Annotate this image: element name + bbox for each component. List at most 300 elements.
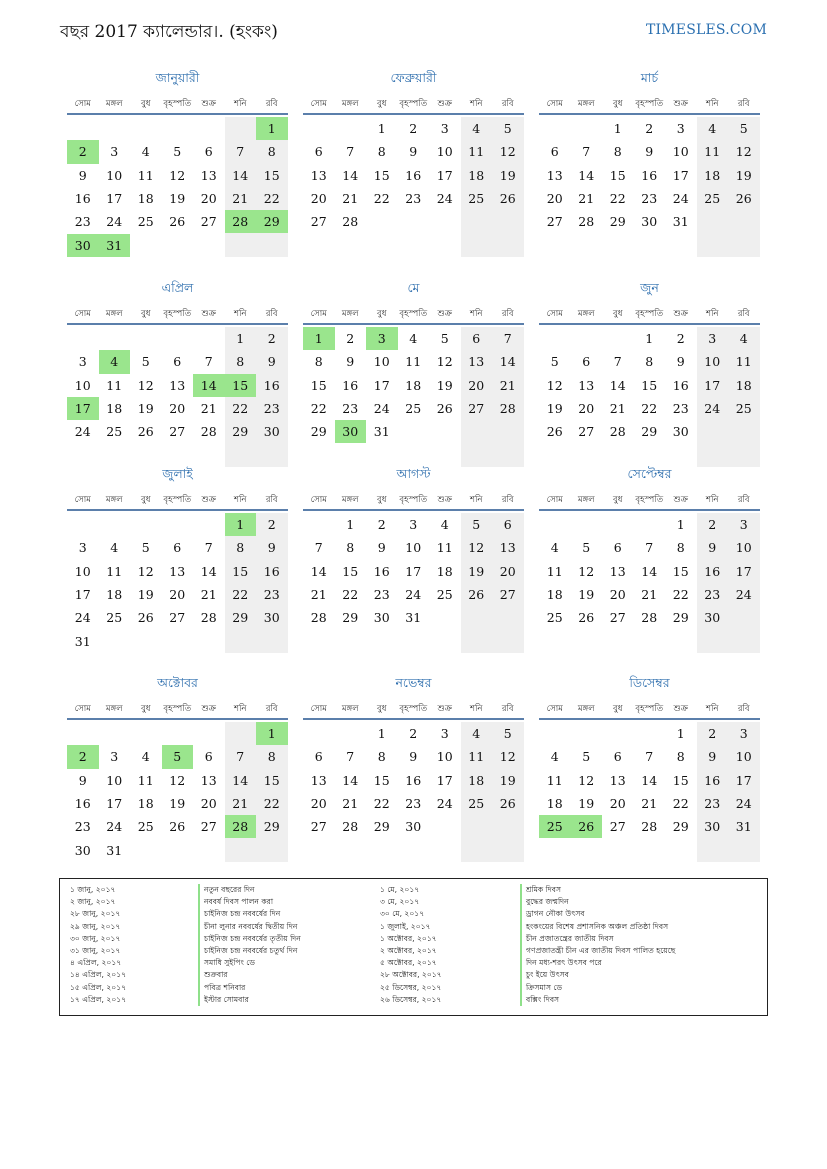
day-cell[interactable]: 20 <box>310 795 327 811</box>
day-cell[interactable]: 1 <box>645 331 654 346</box>
day-cell[interactable]: 1 <box>676 726 685 741</box>
day-cell[interactable]: 16 <box>263 563 280 579</box>
day-cell[interactable]: 25 <box>137 819 154 835</box>
day-cell[interactable]: 10 <box>735 749 752 765</box>
day-cell[interactable]: 14 <box>641 563 658 579</box>
day-cell[interactable]: 12 <box>169 167 186 183</box>
day-cell[interactable]: 1 <box>613 121 622 136</box>
day-cell[interactable]: 25 <box>468 190 485 206</box>
day-cell[interactable]: 21 <box>310 586 327 602</box>
day-cell[interactable]: 7 <box>503 331 512 346</box>
day-cell[interactable]: 29 <box>256 210 288 233</box>
day-cell[interactable]: 31 <box>373 424 390 440</box>
day-cell[interactable]: 9 <box>409 749 418 765</box>
day-cell[interactable]: 1 <box>676 517 685 532</box>
day-cell[interactable]: 23 <box>74 819 91 835</box>
day-cell[interactable]: 31 <box>735 819 752 835</box>
day-cell[interactable]: 26 <box>499 190 516 206</box>
day-cell[interactable]: 11 <box>436 540 453 556</box>
day-cell[interactable]: 31 <box>405 610 422 626</box>
day-cell[interactable]: 7 <box>204 354 213 370</box>
day-cell[interactable]: 17 <box>704 377 721 393</box>
day-cell[interactable]: 11 <box>546 563 563 579</box>
brand-link[interactable]: TIMESLES.COM <box>646 22 767 38</box>
day-cell[interactable]: 11 <box>106 377 123 393</box>
day-cell[interactable]: 24 <box>74 610 91 626</box>
day-cell[interactable]: 12 <box>499 749 516 765</box>
day-cell[interactable]: 16 <box>672 377 689 393</box>
day-cell[interactable]: 19 <box>735 167 752 183</box>
day-cell[interactable]: 4 <box>739 331 748 346</box>
day-cell[interactable]: 18 <box>546 586 563 602</box>
day-cell[interactable]: 21 <box>641 586 658 602</box>
day-cell[interactable]: 29 <box>342 610 359 626</box>
day-cell[interactable]: 17 <box>436 167 453 183</box>
day-cell[interactable]: 14 <box>578 167 595 183</box>
day-cell[interactable]: 6 <box>314 749 323 765</box>
day-cell[interactable]: 5 <box>582 540 591 556</box>
day-cell[interactable]: 26 <box>546 424 563 440</box>
day-cell[interactable]: 12 <box>499 144 516 160</box>
day-cell[interactable]: 25 <box>106 424 123 440</box>
day-cell[interactable]: 19 <box>169 190 186 206</box>
day-cell[interactable]: 23 <box>641 190 658 206</box>
day-cell[interactable]: 3 <box>708 331 717 346</box>
day-cell[interactable]: 22 <box>609 190 626 206</box>
day-cell[interactable]: 15 <box>641 377 658 393</box>
day-cell[interactable]: 20 <box>609 586 626 602</box>
day-cell[interactable]: 5 <box>550 354 559 370</box>
day-cell[interactable]: 25 <box>539 815 571 838</box>
day-cell[interactable]: 6 <box>582 354 591 370</box>
day-cell[interactable]: 13 <box>546 167 563 183</box>
day-cell[interactable]: 6 <box>472 331 481 346</box>
day-cell[interactable]: 30 <box>704 610 721 626</box>
day-cell[interactable]: 7 <box>204 540 213 556</box>
day-cell[interactable]: 23 <box>704 586 721 602</box>
day-cell[interactable]: 8 <box>645 354 654 370</box>
day-cell[interactable]: 14 <box>342 772 359 788</box>
day-cell[interactable]: 12 <box>137 563 154 579</box>
day-cell[interactable]: 27 <box>609 819 626 835</box>
day-cell[interactable]: 19 <box>499 167 516 183</box>
day-cell[interactable]: 26 <box>169 214 186 230</box>
day-cell[interactable]: 3 <box>366 327 398 350</box>
day-cell[interactable]: 30 <box>641 214 658 230</box>
day-cell[interactable]: 22 <box>641 400 658 416</box>
day-cell[interactable]: 25 <box>468 795 485 811</box>
day-cell[interactable]: 24 <box>704 400 721 416</box>
day-cell[interactable]: 2 <box>645 121 654 136</box>
day-cell[interactable]: 19 <box>468 563 485 579</box>
day-cell[interactable]: 16 <box>373 563 390 579</box>
day-cell[interactable]: 30 <box>263 610 280 626</box>
day-cell[interactable]: 18 <box>704 167 721 183</box>
day-cell[interactable]: 6 <box>314 144 323 160</box>
day-cell[interactable]: 21 <box>342 190 359 206</box>
day-cell[interactable]: 21 <box>232 795 249 811</box>
day-cell[interactable]: 10 <box>106 167 123 183</box>
day-cell[interactable]: 9 <box>267 540 276 556</box>
day-cell[interactable]: 14 <box>342 167 359 183</box>
day-cell[interactable]: 28 <box>200 424 217 440</box>
day-cell[interactable]: 20 <box>609 795 626 811</box>
day-cell[interactable]: 30 <box>263 424 280 440</box>
day-cell[interactable]: 8 <box>676 749 685 765</box>
day-cell[interactable]: 16 <box>405 167 422 183</box>
day-cell[interactable]: 27 <box>169 610 186 626</box>
day-cell[interactable]: 2 <box>409 726 418 741</box>
day-cell[interactable]: 20 <box>169 586 186 602</box>
day-cell[interactable]: 21 <box>232 190 249 206</box>
day-cell[interactable]: 21 <box>641 795 658 811</box>
day-cell[interactable]: 26 <box>571 815 603 838</box>
day-cell[interactable]: 31 <box>74 633 91 649</box>
day-cell[interactable]: 23 <box>263 400 280 416</box>
day-cell[interactable]: 19 <box>436 377 453 393</box>
day-cell[interactable]: 28 <box>310 610 327 626</box>
day-cell[interactable]: 17 <box>106 190 123 206</box>
day-cell[interactable]: 16 <box>641 167 658 183</box>
day-cell[interactable]: 6 <box>173 354 182 370</box>
day-cell[interactable]: 16 <box>74 190 91 206</box>
day-cell[interactable]: 29 <box>672 819 689 835</box>
day-cell[interactable]: 8 <box>267 749 276 765</box>
day-cell[interactable]: 19 <box>137 586 154 602</box>
day-cell[interactable]: 15 <box>672 772 689 788</box>
day-cell[interactable]: 30 <box>405 819 422 835</box>
day-cell[interactable]: 15 <box>373 772 390 788</box>
day-cell[interactable]: 14 <box>310 563 327 579</box>
day-cell[interactable]: 9 <box>78 167 87 183</box>
day-cell[interactable]: 9 <box>409 144 418 160</box>
day-cell[interactable]: 22 <box>373 190 390 206</box>
day-cell[interactable]: 8 <box>267 144 276 160</box>
day-cell[interactable]: 12 <box>169 772 186 788</box>
day-cell[interactable]: 9 <box>708 540 717 556</box>
day-cell[interactable]: 24 <box>436 795 453 811</box>
day-cell[interactable]: 17 <box>405 563 422 579</box>
day-cell[interactable]: 9 <box>708 749 717 765</box>
day-cell[interactable]: 1 <box>225 513 257 536</box>
day-cell[interactable]: 11 <box>468 749 485 765</box>
day-cell[interactable]: 12 <box>578 563 595 579</box>
day-cell[interactable]: 16 <box>74 795 91 811</box>
day-cell[interactable]: 18 <box>405 377 422 393</box>
day-cell[interactable]: 7 <box>236 144 245 160</box>
day-cell[interactable]: 12 <box>578 772 595 788</box>
day-cell[interactable]: 12 <box>546 377 563 393</box>
day-cell[interactable]: 14 <box>609 377 626 393</box>
day-cell[interactable]: 28 <box>609 424 626 440</box>
day-cell[interactable]: 18 <box>137 795 154 811</box>
day-cell[interactable]: 29 <box>232 424 249 440</box>
day-cell[interactable]: 5 <box>141 540 150 556</box>
day-cell[interactable]: 3 <box>739 726 748 741</box>
day-cell[interactable]: 23 <box>342 400 359 416</box>
day-cell[interactable]: 9 <box>676 354 685 370</box>
day-cell[interactable]: 17 <box>106 795 123 811</box>
day-cell[interactable]: 5 <box>162 745 194 768</box>
day-cell[interactable]: 29 <box>373 819 390 835</box>
day-cell[interactable]: 19 <box>499 772 516 788</box>
day-cell[interactable]: 5 <box>141 354 150 370</box>
day-cell[interactable]: 21 <box>200 586 217 602</box>
day-cell[interactable]: 22 <box>263 795 280 811</box>
day-cell[interactable]: 1 <box>377 726 386 741</box>
day-cell[interactable]: 19 <box>546 400 563 416</box>
day-cell[interactable]: 20 <box>578 400 595 416</box>
day-cell[interactable]: 25 <box>436 586 453 602</box>
day-cell[interactable]: 26 <box>137 424 154 440</box>
day-cell[interactable]: 11 <box>137 772 154 788</box>
day-cell[interactable]: 17 <box>373 377 390 393</box>
day-cell[interactable]: 6 <box>550 144 559 160</box>
day-cell[interactable]: 16 <box>704 772 721 788</box>
day-cell[interactable]: 5 <box>739 121 748 136</box>
day-cell[interactable]: 8 <box>377 749 386 765</box>
day-cell[interactable]: 4 <box>110 540 119 556</box>
day-cell[interactable]: 18 <box>106 400 123 416</box>
day-cell[interactable]: 4 <box>550 540 559 556</box>
day-cell[interactable]: 17 <box>735 563 752 579</box>
day-cell[interactable]: 25 <box>704 190 721 206</box>
day-cell[interactable]: 28 <box>641 819 658 835</box>
day-cell[interactable]: 15 <box>263 167 280 183</box>
day-cell[interactable]: 23 <box>405 795 422 811</box>
day-cell[interactable]: 1 <box>256 722 288 745</box>
day-cell[interactable]: 17 <box>74 586 91 602</box>
day-cell[interactable]: 4 <box>550 749 559 765</box>
day-cell[interactable]: 20 <box>468 377 485 393</box>
day-cell[interactable]: 15 <box>609 167 626 183</box>
day-cell[interactable]: 30 <box>704 819 721 835</box>
day-cell[interactable]: 15 <box>225 374 257 397</box>
day-cell[interactable]: 28 <box>225 210 257 233</box>
day-cell[interactable]: 5 <box>472 517 481 532</box>
day-cell[interactable]: 10 <box>74 563 91 579</box>
day-cell[interactable]: 29 <box>263 819 280 835</box>
day-cell[interactable]: 3 <box>78 540 87 556</box>
day-cell[interactable]: 27 <box>578 424 595 440</box>
day-cell[interactable]: 22 <box>373 795 390 811</box>
day-cell[interactable]: 8 <box>613 144 622 160</box>
day-cell[interactable]: 28 <box>641 610 658 626</box>
day-cell[interactable]: 24 <box>373 400 390 416</box>
day-cell[interactable]: 12 <box>436 354 453 370</box>
day-cell[interactable]: 6 <box>204 749 213 765</box>
day-cell[interactable]: 21 <box>499 377 516 393</box>
day-cell[interactable]: 6 <box>173 540 182 556</box>
day-cell[interactable]: 15 <box>263 772 280 788</box>
day-cell[interactable]: 26 <box>436 400 453 416</box>
day-cell[interactable]: 10 <box>672 144 689 160</box>
day-cell[interactable]: 18 <box>137 190 154 206</box>
day-cell[interactable]: 7 <box>346 144 355 160</box>
day-cell[interactable]: 5 <box>582 749 591 765</box>
day-cell[interactable]: 8 <box>676 540 685 556</box>
day-cell[interactable]: 14 <box>499 354 516 370</box>
day-cell[interactable]: 11 <box>546 772 563 788</box>
day-cell[interactable]: 13 <box>609 772 626 788</box>
day-cell[interactable]: 23 <box>373 586 390 602</box>
day-cell[interactable]: 29 <box>641 424 658 440</box>
day-cell[interactable]: 25 <box>405 400 422 416</box>
day-cell[interactable]: 9 <box>377 540 386 556</box>
day-cell[interactable]: 23 <box>74 214 91 230</box>
day-cell[interactable]: 29 <box>672 610 689 626</box>
day-cell[interactable]: 26 <box>735 190 752 206</box>
day-cell[interactable]: 26 <box>137 610 154 626</box>
day-cell[interactable]: 20 <box>499 563 516 579</box>
day-cell[interactable]: 11 <box>704 144 721 160</box>
day-cell[interactable]: 10 <box>436 749 453 765</box>
day-cell[interactable]: 15 <box>672 563 689 579</box>
day-cell[interactable]: 20 <box>200 190 217 206</box>
day-cell[interactable]: 2 <box>67 745 99 768</box>
day-cell[interactable]: 10 <box>106 772 123 788</box>
day-cell[interactable]: 3 <box>110 749 119 765</box>
day-cell[interactable]: 4 <box>472 726 481 741</box>
day-cell[interactable]: 21 <box>578 190 595 206</box>
day-cell[interactable]: 3 <box>409 517 418 532</box>
day-cell[interactable]: 13 <box>169 563 186 579</box>
day-cell[interactable]: 20 <box>169 400 186 416</box>
day-cell[interactable]: 17 <box>67 397 99 420</box>
day-cell[interactable]: 16 <box>704 563 721 579</box>
day-cell[interactable]: 5 <box>173 144 182 160</box>
day-cell[interactable]: 17 <box>436 772 453 788</box>
day-cell[interactable]: 23 <box>405 190 422 206</box>
day-cell[interactable]: 10 <box>735 540 752 556</box>
day-cell[interactable]: 7 <box>645 749 654 765</box>
day-cell[interactable]: 10 <box>74 377 91 393</box>
day-cell[interactable]: 11 <box>405 354 422 370</box>
day-cell[interactable]: 18 <box>735 377 752 393</box>
day-cell[interactable]: 22 <box>342 586 359 602</box>
day-cell[interactable]: 14 <box>232 772 249 788</box>
day-cell[interactable]: 7 <box>236 749 245 765</box>
day-cell[interactable]: 6 <box>613 749 622 765</box>
day-cell[interactable]: 13 <box>169 377 186 393</box>
day-cell[interactable]: 2 <box>708 517 717 532</box>
day-cell[interactable]: 4 <box>409 331 418 346</box>
day-cell[interactable]: 10 <box>436 144 453 160</box>
day-cell[interactable]: 9 <box>267 354 276 370</box>
day-cell[interactable]: 7 <box>582 144 591 160</box>
day-cell[interactable]: 14 <box>193 374 225 397</box>
day-cell[interactable]: 19 <box>578 586 595 602</box>
day-cell[interactable]: 4 <box>708 121 717 136</box>
day-cell[interactable]: 19 <box>578 795 595 811</box>
day-cell[interactable]: 24 <box>436 190 453 206</box>
day-cell[interactable]: 2 <box>409 121 418 136</box>
day-cell[interactable]: 13 <box>310 167 327 183</box>
day-cell[interactable]: 23 <box>704 795 721 811</box>
day-cell[interactable]: 18 <box>468 772 485 788</box>
day-cell[interactable]: 9 <box>346 354 355 370</box>
day-cell[interactable]: 20 <box>310 190 327 206</box>
day-cell[interactable]: 25 <box>106 610 123 626</box>
day-cell[interactable]: 2 <box>267 517 276 532</box>
day-cell[interactable]: 13 <box>499 540 516 556</box>
day-cell[interactable]: 16 <box>405 772 422 788</box>
day-cell[interactable]: 3 <box>78 354 87 370</box>
day-cell[interactable]: 13 <box>200 167 217 183</box>
day-cell[interactable]: 31 <box>99 234 131 257</box>
day-cell[interactable]: 27 <box>169 424 186 440</box>
day-cell[interactable]: 28 <box>499 400 516 416</box>
day-cell[interactable]: 11 <box>735 354 752 370</box>
day-cell[interactable]: 8 <box>377 144 386 160</box>
day-cell[interactable]: 2 <box>346 331 355 346</box>
day-cell[interactable]: 3 <box>739 517 748 532</box>
day-cell[interactable]: 5 <box>503 121 512 136</box>
day-cell[interactable]: 7 <box>346 749 355 765</box>
day-cell[interactable]: 24 <box>106 214 123 230</box>
day-cell[interactable]: 28 <box>342 214 359 230</box>
day-cell[interactable]: 24 <box>405 586 422 602</box>
day-cell[interactable]: 1 <box>236 331 245 346</box>
day-cell[interactable]: 5 <box>440 331 449 346</box>
day-cell[interactable]: 27 <box>310 819 327 835</box>
day-cell[interactable]: 18 <box>436 563 453 579</box>
day-cell[interactable]: 14 <box>200 563 217 579</box>
day-cell[interactable]: 24 <box>74 424 91 440</box>
day-cell[interactable]: 9 <box>78 772 87 788</box>
day-cell[interactable]: 4 <box>99 350 131 373</box>
day-cell[interactable]: 25 <box>546 610 563 626</box>
day-cell[interactable]: 13 <box>609 563 626 579</box>
day-cell[interactable]: 9 <box>645 144 654 160</box>
day-cell[interactable]: 11 <box>106 563 123 579</box>
day-cell[interactable]: 27 <box>609 610 626 626</box>
day-cell[interactable]: 2 <box>267 331 276 346</box>
day-cell[interactable]: 31 <box>672 214 689 230</box>
day-cell[interactable]: 19 <box>169 795 186 811</box>
day-cell[interactable]: 5 <box>503 726 512 741</box>
day-cell[interactable]: 7 <box>645 540 654 556</box>
day-cell[interactable]: 10 <box>405 540 422 556</box>
day-cell[interactable]: 27 <box>200 214 217 230</box>
day-cell[interactable]: 21 <box>200 400 217 416</box>
day-cell[interactable]: 18 <box>468 167 485 183</box>
day-cell[interactable]: 27 <box>499 586 516 602</box>
day-cell[interactable]: 25 <box>137 214 154 230</box>
day-cell[interactable]: 30 <box>74 842 91 858</box>
day-cell[interactable]: 7 <box>613 354 622 370</box>
day-cell[interactable]: 25 <box>735 400 752 416</box>
day-cell[interactable]: 27 <box>546 214 563 230</box>
day-cell[interactable]: 24 <box>672 190 689 206</box>
day-cell[interactable]: 6 <box>613 540 622 556</box>
day-cell[interactable]: 3 <box>110 144 119 160</box>
day-cell[interactable]: 11 <box>137 167 154 183</box>
day-cell[interactable]: 31 <box>106 842 123 858</box>
day-cell[interactable]: 3 <box>676 121 685 136</box>
day-cell[interactable]: 15 <box>232 563 249 579</box>
day-cell[interactable]: 28 <box>200 610 217 626</box>
day-cell[interactable]: 4 <box>141 749 150 765</box>
day-cell[interactable]: 21 <box>342 795 359 811</box>
day-cell[interactable]: 29 <box>232 610 249 626</box>
day-cell[interactable]: 2 <box>676 331 685 346</box>
day-cell[interactable]: 22 <box>672 795 689 811</box>
day-cell[interactable]: 1 <box>377 121 386 136</box>
day-cell[interactable]: 14 <box>232 167 249 183</box>
day-cell[interactable]: 1 <box>256 117 288 140</box>
day-cell[interactable]: 26 <box>468 586 485 602</box>
